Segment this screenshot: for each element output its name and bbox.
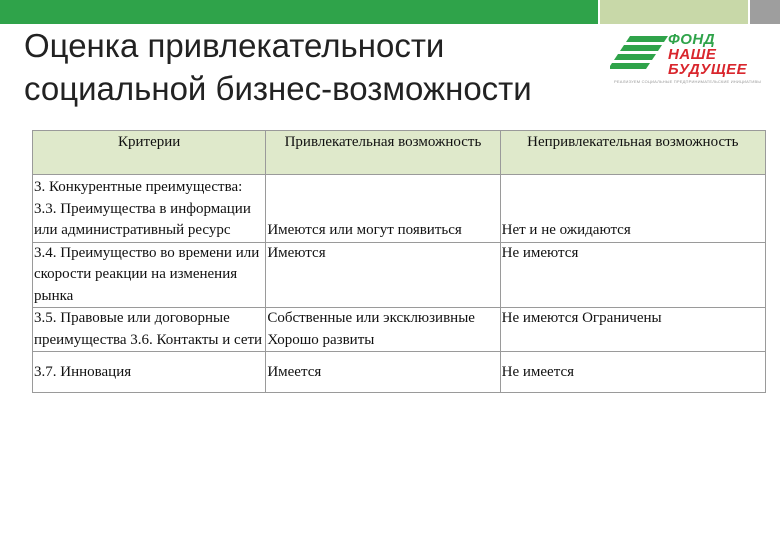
logo-tagline: РЕАЛИЗУЕМ СОЦИАЛЬНЫЕ ПРЕДПРИНИМАТЕЛЬСКИЕ ИНИЦИАТИВЫ — [614, 79, 762, 84]
table-cell: Собственные или эксклюзивные Хорошо развиты — [266, 308, 500, 352]
table-row — [33, 308, 766, 352]
top-bar-light — [600, 0, 748, 24]
table-cell: 3. Конкурентные преимущества: 3.3. Преимущества в информации или административный ресурс — [33, 175, 266, 243]
table-cell: Имеются или могут появиться — [266, 175, 500, 243]
table-cell: 3.5. Правовые или договорные преимущества 3.6. Контакты и сети — [33, 308, 266, 352]
fund-logo — [610, 30, 760, 90]
top-bar-green — [0, 0, 598, 24]
cell-text: Не имеются Ограничены — [501, 310, 662, 326]
table-cell: Имеется — [266, 352, 500, 393]
table-row — [33, 242, 766, 308]
table-cell: Не имеется — [500, 352, 765, 393]
table-cell: 3.4. Преимущество во времени или скорости реакции на изменения рынка — [33, 242, 266, 308]
criteria-table — [32, 130, 766, 393]
top-bar-gray — [750, 0, 780, 24]
table-header-row — [33, 131, 766, 175]
table-cell: Не имеются — [500, 242, 765, 308]
table-cell: Нет и не ожидаются — [500, 175, 765, 243]
table-row — [33, 175, 766, 243]
header-criteria: Критерии — [33, 131, 266, 175]
header-attractive: Привлекательная возможность — [266, 131, 500, 175]
title-line-2: социальной бизнес-возможности — [24, 70, 532, 107]
logo-line-1: ФОНД — [668, 31, 716, 48]
logo-line-2: НАШЕ — [668, 46, 717, 63]
logo-stripes-icon — [610, 32, 670, 78]
table-cell: Имеются — [266, 242, 500, 308]
page-title — [24, 24, 604, 110]
table-cell: 3.7. Инновация — [33, 352, 266, 393]
logo-line-3: БУДУЩЕЕ — [668, 61, 748, 78]
title-line-1: Оценка привлекательности — [24, 27, 445, 64]
table-row — [33, 352, 766, 393]
table-cell — [500, 308, 765, 352]
header-unattractive: Непривлекательная возможность — [500, 131, 765, 175]
